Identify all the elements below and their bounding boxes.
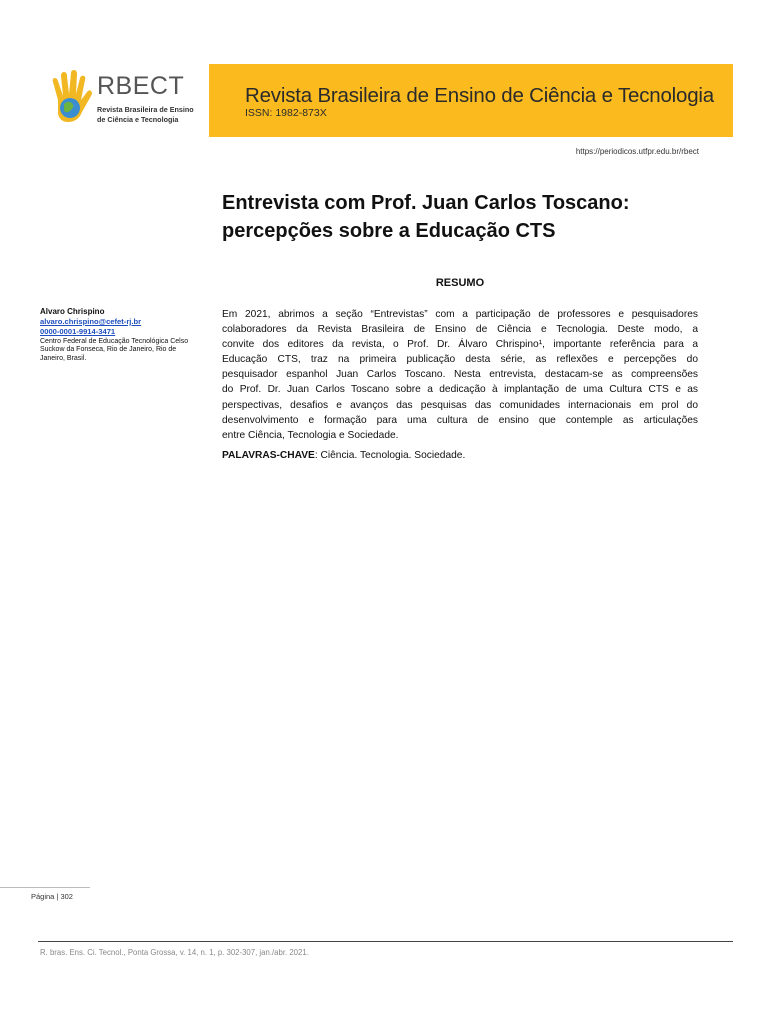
keywords — [222, 450, 465, 461]
article-title-line-2: percepções sobre a Educação CTS — [222, 220, 556, 242]
page-number: Página | 302 — [31, 892, 73, 901]
logo-title: RBECT — [97, 72, 185, 100]
journal-banner — [209, 64, 733, 137]
abstract-line: convite dos editores da revista, o Prof. Dr. Álvaro Chrispino¹, importante referência para a — [222, 339, 698, 351]
abstract-line: Educação CTS, traz na primeira publicação desta série, as reflexões e percepções do — [222, 354, 698, 366]
journal-url[interactable]: https://periodicos.utfpr.edu.br/rbect — [575, 147, 699, 156]
abstract-text — [222, 307, 698, 443]
abstract-line: desenvolvimento e formação para uma cultura de ensino que contemple as articulações — [222, 414, 698, 426]
resumo-heading: RESUMO — [435, 277, 485, 289]
author-block — [40, 307, 190, 363]
journal-logo — [50, 70, 200, 130]
author-affiliation: Centro Federal de Educação Tecnológica Celso Suckow da Fonseca, Rio de Janeiro, Rio de Janeiro, Brasil. — [40, 338, 189, 362]
hand-globe-icon — [50, 70, 94, 128]
article-title-line-1: Entrevista com Prof. Juan Carlos Toscano: — [222, 192, 630, 214]
abstract-line: Em 2021, abrimos a seção “Entrevistas” com a participação de professores e pesquisadores — [222, 309, 698, 320]
article-title — [222, 189, 702, 245]
author-orcid-link[interactable]: 0000-0001-9914-3471 — [40, 327, 116, 336]
keywords-label: PALAVRAS-CHAVE — [222, 450, 315, 461]
abstract-line: entre Ciência, Tecnologia e Sociedade. — [222, 429, 399, 441]
abstract-line: pesquisador espanhol Juan Carlos Toscano. Nesta entrevista, destacam-se as compreensões — [222, 369, 698, 381]
logo-subtitle-2: de Ciência e Tecnologia — [97, 115, 179, 124]
page-number-divider — [0, 887, 90, 888]
abstract-line: colaboradores da Revista Brasileira de Ensino de Ciência e Tecnologia. Deste modo, a — [222, 324, 698, 336]
footer-citation: R. bras. Ens. Ci. Tecnol., Ponta Grossa, v. 14, n. 1, p. 302-307, jan./abr. 2021. — [40, 948, 309, 957]
logo-subtitle-1: Revista Brasileira de Ensino — [97, 105, 194, 114]
abstract-line: do Prof. Dr. Juan Carlos Toscano sobre a dedicação à implantação de uma Cultura CTS e as — [222, 384, 698, 396]
banner-title: Revista Brasileira de Ensino de Ciência e Tecnologia — [245, 84, 714, 107]
author-email-link[interactable]: alvaro.chrispino@cefet-rj.br — [40, 317, 142, 326]
abstract-line: perspectivas, desafios e avanços das pesquisas das comunidades internacionais em prol do — [222, 399, 698, 411]
keywords-list: : Ciência. Tecnologia. Sociedade. — [314, 450, 466, 461]
banner-issn: ISSN: 1982-873X — [245, 107, 327, 119]
footer-divider — [38, 941, 733, 942]
author-name: Alvaro Chrispino — [40, 307, 105, 316]
